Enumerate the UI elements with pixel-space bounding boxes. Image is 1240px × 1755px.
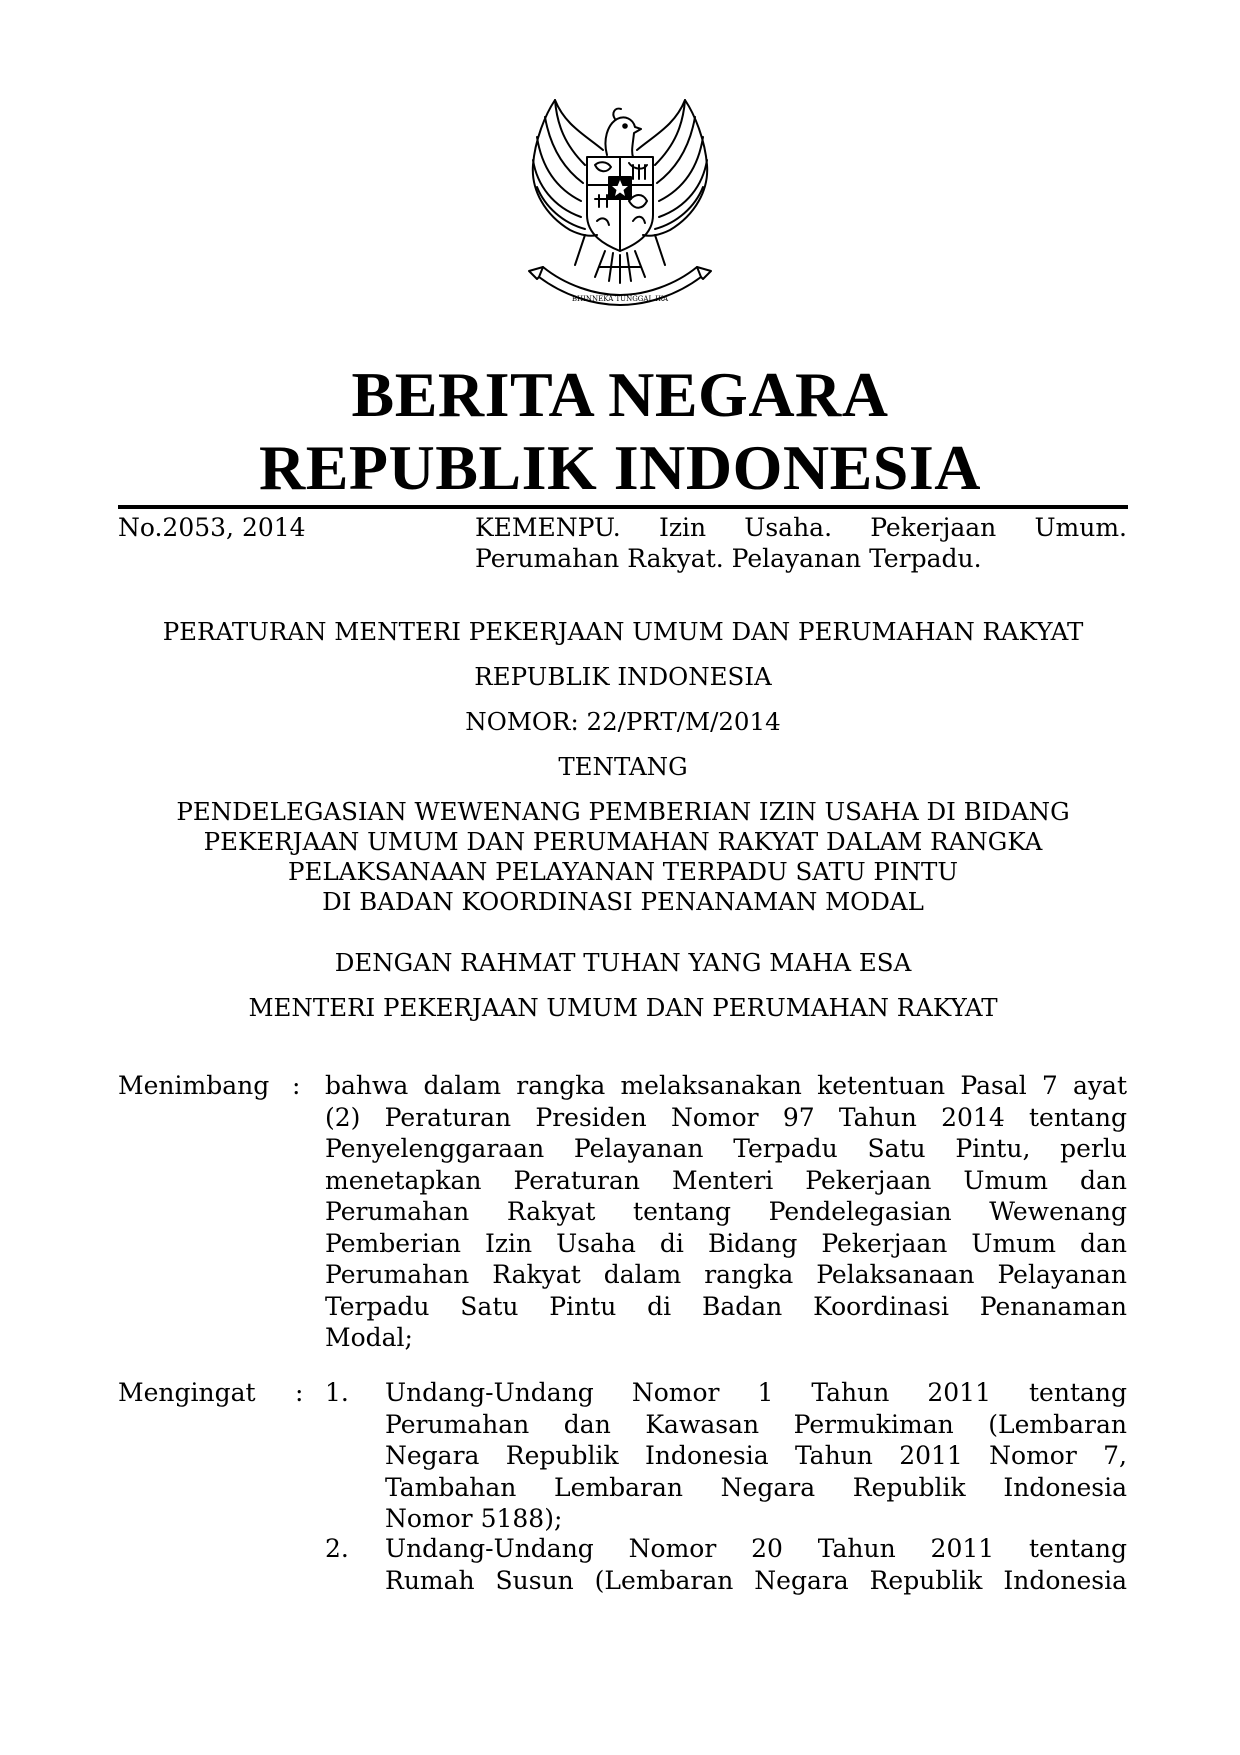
mengingat-line: Negara Republik Indonesia Tahun 2011 Nomor 7, <box>385 1441 1127 1470</box>
menimbang-text <box>325 1070 1127 1354</box>
mengingat-line: Rumah Susun (Lembaran Negara Republik Indonesia <box>385 1565 1127 1595</box>
menimbang-line: (2) Peraturan Presiden Nomor 97 Tahun 2014 tentang <box>325 1102 1127 1132</box>
preamble-line2: MENTERI PEKERJAAN UMUM DAN PERUMAHAN RAKYAT <box>248 993 998 1022</box>
mengingat-item-number: 2. <box>325 1534 349 1563</box>
subject-line: KEMENPU. Izin Usaha. Pekerjaan Umum. <box>475 513 1127 542</box>
gazette-title-line2: REPUBLIK INDONESIA <box>258 432 982 503</box>
mengingat-line: Tambahan Lembaran Negara Republik Indonesia <box>385 1472 1127 1502</box>
mengingat-colon: : <box>295 1378 304 1407</box>
mengingat-line: Undang-Undang Nomor 20 Tahun 2011 tentang <box>385 1534 1127 1563</box>
menimbang-line: Terpadu Satu Pintu di Badan Koordinasi Penanaman <box>325 1291 1127 1321</box>
header-divider <box>118 505 1128 509</box>
menimbang-line: Perumahan Rakyat dalam rangka Pelaksanaan Pelayanan <box>325 1260 1127 1289</box>
menimbang-line: Perumahan Rakyat tentang Pendelegasian Wewenang <box>325 1197 1127 1226</box>
subject-line: Perumahan Rakyat. Pelayanan Terpadu. <box>475 544 982 573</box>
mengingat-line: Undang-Undang Nomor 1 Tahun 2011 tentang <box>385 1378 1127 1407</box>
menimbang-line: Modal; <box>325 1323 413 1352</box>
regulation-tentang: TENTANG <box>558 752 688 781</box>
topic-line: PELAKSANAAN PELAYANAN TERPADU SATU PINTU <box>287 857 958 886</box>
topic-line: PENDELEGASIAN WEWENANG PEMBERIAN IZIN USAHA DI BIDANG <box>176 797 1070 826</box>
mengingat-label: Mengingat <box>118 1378 256 1407</box>
menimbang-line: bahwa dalam rangka melaksanakan ketentuan Pasal 7 ayat <box>325 1071 1127 1100</box>
menimbang-line: Penyelenggaraan Pelayanan Terpadu Satu Pintu, perlu <box>325 1134 1127 1163</box>
svg-text:BHINNEKA TUNGGAL IKA: BHINNEKA TUNGGAL IKA <box>571 295 669 303</box>
regulation-topic <box>118 797 1128 917</box>
mengingat-line: Perumahan dan Kawasan Permukiman (Lembaran <box>385 1409 1127 1439</box>
mengingat-item <box>385 1533 1127 1596</box>
mengingat-line: Nomor 5188); <box>385 1504 563 1533</box>
topic-line: DI BADAN KOORDINASI PENANAMAN MODAL <box>322 887 924 916</box>
mengingat-item <box>385 1377 1127 1535</box>
preamble-line1: DENGAN RAHMAT TUHAN YANG MAHA ESA <box>334 948 912 977</box>
topic-line: PEKERJAAN UMUM DAN PERUMAHAN RAKYAT DALAM RANGKA <box>203 827 1043 856</box>
regulation-country: REPUBLIK INDONESIA <box>474 662 772 691</box>
document-subject <box>475 512 1127 574</box>
menimbang-label: Menimbang <box>118 1071 270 1100</box>
garuda-emblem-icon <box>515 95 725 310</box>
gazette-title-line1: BERITA NEGARA <box>351 359 889 430</box>
regulation-heading: PERATURAN MENTERI PEKERJAAN UMUM DAN PERUMAHAN RAKYAT <box>162 617 1084 646</box>
mengingat-item-number: 1. <box>325 1378 349 1407</box>
regulation-number: NOMOR: 22/PRT/M/2014 <box>465 707 781 736</box>
menimbang-colon: : <box>292 1071 301 1100</box>
menimbang-line: Pemberian Izin Usaha di Bidang Pekerjaan Umum dan <box>325 1228 1127 1258</box>
document-number: No.2053, 2014 <box>118 513 306 542</box>
menimbang-line: menetapkan Peraturan Menteri Pekerjaan Umum dan <box>325 1165 1127 1195</box>
